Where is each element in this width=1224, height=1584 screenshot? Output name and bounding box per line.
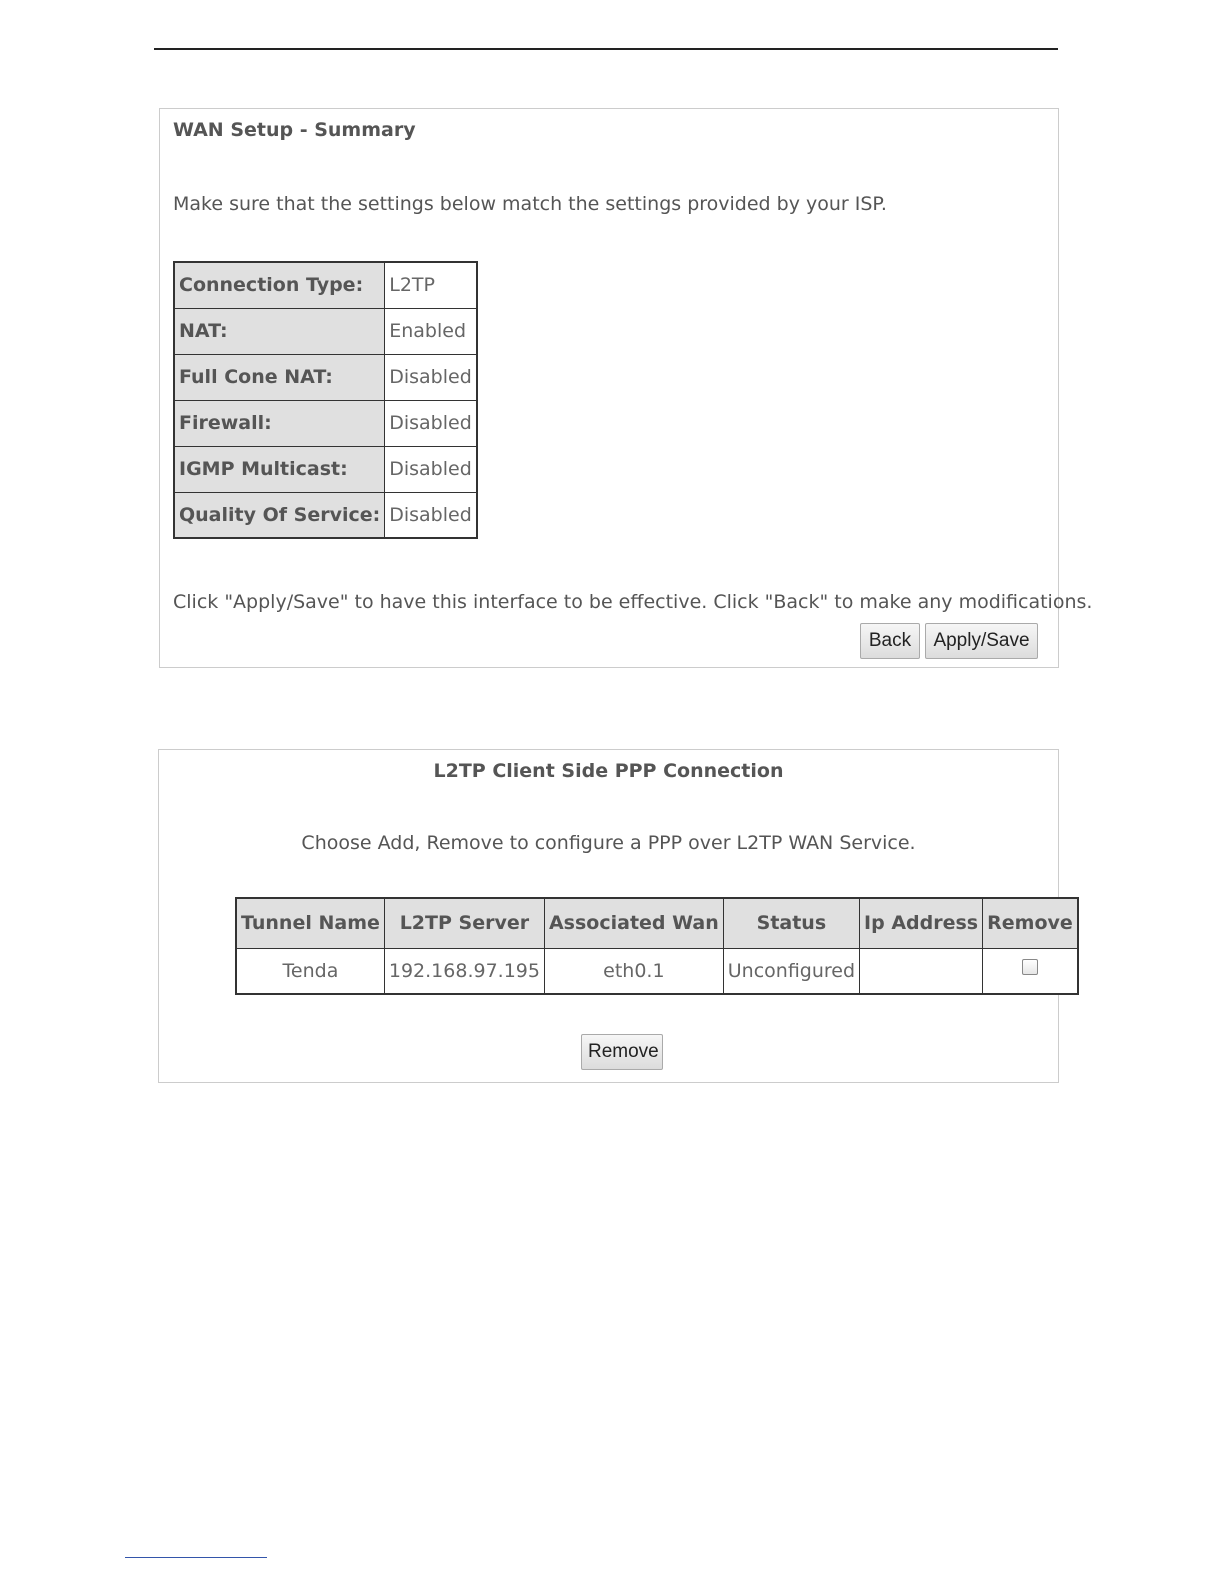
connection-type-value: L2TP [385, 262, 477, 308]
column-header-status: Status [723, 898, 859, 948]
column-header-remove: Remove [983, 898, 1078, 948]
wan-summary-panel [159, 108, 1093, 668]
column-header-associated-wan: Associated Wan [544, 898, 723, 948]
connection-type-label: Connection Type: [174, 262, 385, 308]
remove-cell [983, 948, 1078, 994]
table-row [174, 354, 477, 400]
table-row [174, 262, 477, 308]
igmp-multicast-value: Disabled [385, 446, 477, 492]
apply-instructions: Click "Apply/Save" to have this interface to be effective. Click "Back" to make any modifications. [173, 591, 1093, 613]
column-header-ip-address: Ip Address [860, 898, 983, 948]
ip-address-cell [860, 948, 983, 994]
l2tp-table [235, 897, 1079, 995]
l2tp-description: Choose Add, Remove to configure a PPP over L2TP WAN Service. [301, 832, 916, 854]
table-row [174, 308, 477, 354]
table-header-row [236, 898, 1078, 948]
igmp-multicast-label: IGMP Multicast: [174, 446, 385, 492]
summary-description: Make sure that the settings below match the settings provided by your ISP. [173, 193, 887, 215]
table-row [174, 446, 477, 492]
back-button[interactable]: Back [860, 623, 920, 659]
nat-value: Enabled [385, 308, 477, 354]
table-row [174, 492, 477, 538]
l2tp-connection-panel [158, 749, 1073, 1083]
associated-wan-cell: eth0.1 [544, 948, 723, 994]
table-row [174, 400, 477, 446]
firewall-value: Disabled [385, 400, 477, 446]
l2tp-server-cell: 192.168.97.195 [384, 948, 544, 994]
quality-of-service-value: Disabled [385, 492, 477, 538]
column-header-l2tp-server: L2TP Server [384, 898, 544, 948]
summary-table [173, 261, 478, 539]
tunnel-name-cell: Tenda [236, 948, 384, 994]
quality-of-service-label: Quality Of Service: [174, 492, 385, 538]
header-rule [154, 48, 1058, 50]
remove-button[interactable]: Remove [581, 1034, 663, 1070]
nat-label: NAT: [174, 308, 385, 354]
footnote-rule [125, 1557, 267, 1558]
status-cell: Unconfigured [723, 948, 859, 994]
remove-checkbox[interactable] [1022, 959, 1038, 975]
l2tp-title: L2TP Client Side PPP Connection [433, 760, 784, 782]
column-header-tunnel-name: Tunnel Name [236, 898, 384, 948]
apply-save-button[interactable]: Apply/Save [925, 623, 1038, 659]
table-row [236, 948, 1078, 994]
page-title: WAN Setup - Summary [173, 119, 416, 141]
full-cone-nat-value: Disabled [385, 354, 477, 400]
firewall-label: Firewall: [174, 400, 385, 446]
full-cone-nat-label: Full Cone NAT: [174, 354, 385, 400]
